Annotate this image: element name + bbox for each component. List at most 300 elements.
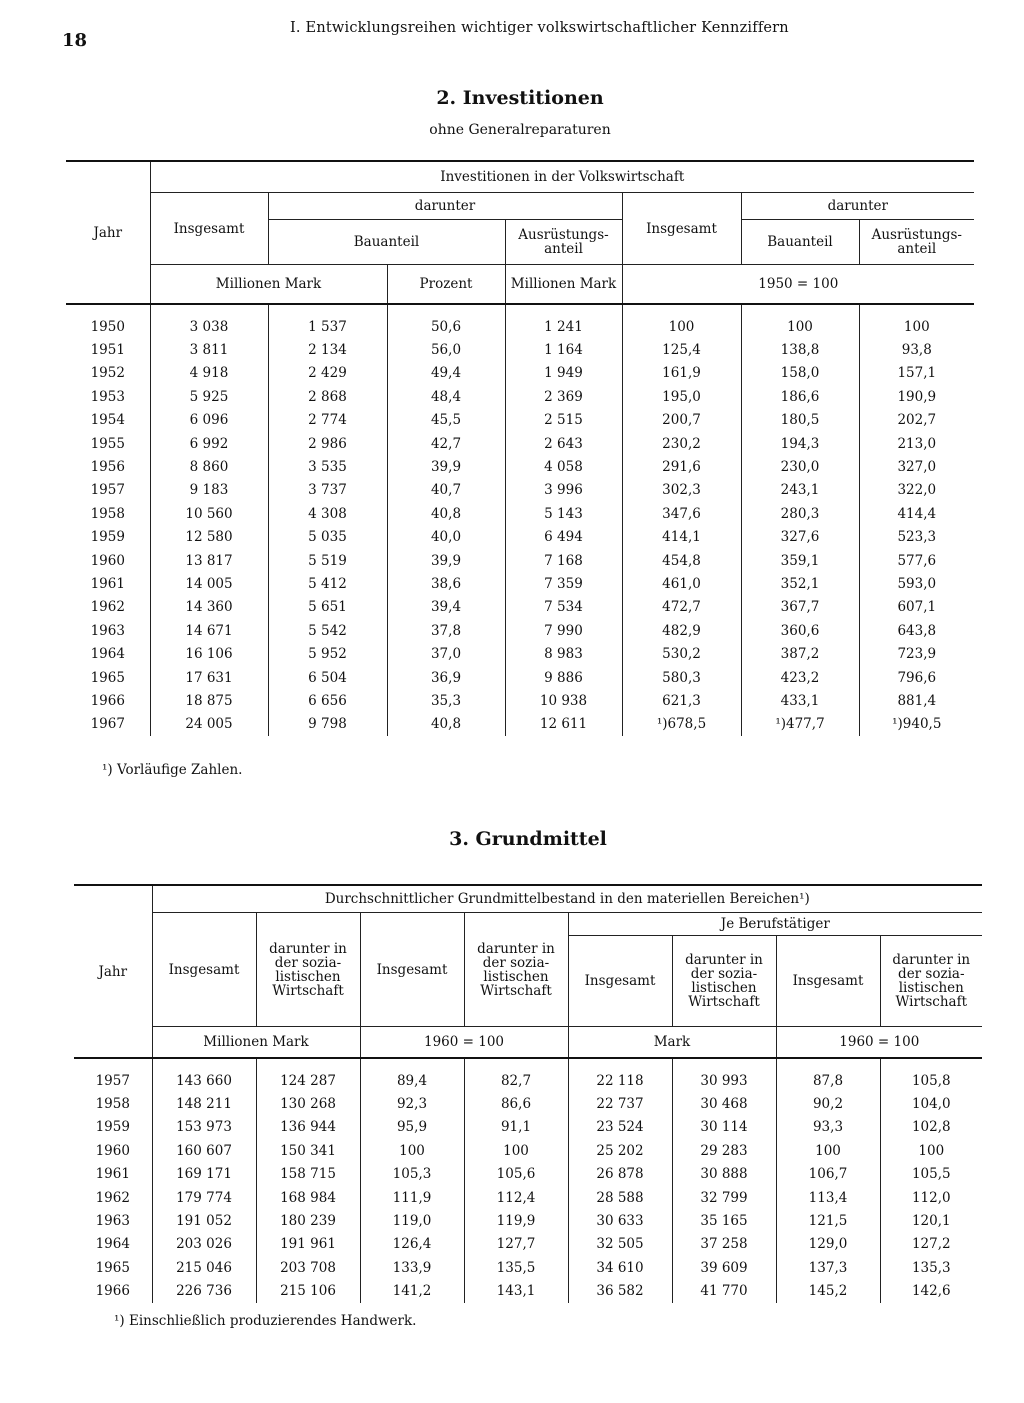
value-cell: 111,9 <box>360 1186 464 1209</box>
year-cell: 1951 <box>66 338 150 361</box>
value-cell: 202,7 <box>897 412 937 429</box>
value-cell: ¹)940,5 <box>892 716 942 733</box>
col-beruf-index-insgesamt: Insgesamt <box>776 936 880 1027</box>
year-cell: 1967 <box>66 713 150 736</box>
year-cell: 1961 <box>66 572 150 595</box>
table-row <box>66 619 974 642</box>
value-cell: 3 737 <box>268 479 387 502</box>
value-cell: 414,1 <box>622 526 741 549</box>
value-cell: 130 268 <box>256 1092 360 1115</box>
value-cell: 100 <box>903 318 930 335</box>
value-cell: 14 005 <box>150 572 268 595</box>
table-row <box>74 1139 982 1162</box>
table-row <box>66 713 974 736</box>
value-cell: 347,6 <box>622 502 741 525</box>
value-cell: 230,2 <box>622 432 741 455</box>
value-cell: 243,1 <box>741 479 859 502</box>
value-cell: 100 <box>360 1139 464 1162</box>
year-cell: 1955 <box>66 432 150 455</box>
value-cell: 95,9 <box>360 1116 464 1139</box>
col-jahr: Jahr <box>74 885 152 1058</box>
value-cell: 105,8 <box>911 1072 951 1089</box>
value-cell: 723,9 <box>897 646 937 663</box>
investment-table <box>66 160 974 736</box>
value-cell: 26 878 <box>568 1163 672 1186</box>
value-cell: 137,3 <box>776 1256 880 1279</box>
value-cell: 120,1 <box>911 1213 951 1230</box>
value-cell: 39,4 <box>387 596 505 619</box>
value-cell: 40,8 <box>387 713 505 736</box>
value-cell: 327,6 <box>741 526 859 549</box>
value-cell: 5 925 <box>150 385 268 408</box>
value-cell: 3 996 <box>505 479 622 502</box>
year-cell: 1958 <box>74 1092 152 1115</box>
value-cell: 302,3 <box>622 479 741 502</box>
unit-index: 1950 = 100 <box>622 265 974 305</box>
value-cell: 143,1 <box>464 1280 568 1303</box>
year-cell: 1962 <box>74 1186 152 1209</box>
value-cell: 423,2 <box>741 666 859 689</box>
value-cell: 141,2 <box>360 1280 464 1303</box>
value-cell: 195,0 <box>622 385 741 408</box>
col-ausruestung: Ausrüstungs-anteil <box>505 220 622 265</box>
value-cell: 577,6 <box>897 552 937 569</box>
value-cell: 1 949 <box>505 362 622 385</box>
value-cell: 125,4 <box>622 338 741 361</box>
value-cell: 5 143 <box>505 502 622 525</box>
value-cell: 14 360 <box>150 596 268 619</box>
value-cell: 1 241 <box>505 304 622 338</box>
year-cell: 1966 <box>74 1280 152 1303</box>
value-cell: 7 534 <box>505 596 622 619</box>
value-cell: 9 183 <box>150 479 268 502</box>
value-cell: 6 656 <box>268 689 387 712</box>
value-cell: 87,8 <box>776 1058 880 1092</box>
value-cell: 327,0 <box>897 459 937 476</box>
value-cell: 37 258 <box>672 1233 776 1256</box>
table-row <box>66 362 974 385</box>
value-cell: 10 938 <box>505 689 622 712</box>
value-cell: 105,5 <box>911 1166 951 1183</box>
unit-mio2: Millionen Mark <box>505 265 622 305</box>
value-cell: 106,7 <box>776 1163 880 1186</box>
year-cell: 1966 <box>66 689 150 712</box>
value-cell: 112,4 <box>464 1186 568 1209</box>
table-row <box>74 1256 982 1279</box>
unit-mark: Mark <box>568 1027 776 1059</box>
table-row <box>66 502 974 525</box>
value-cell: 607,1 <box>897 599 937 616</box>
value-cell: 180 239 <box>256 1209 360 1232</box>
value-cell: 160 607 <box>152 1139 256 1162</box>
year-cell: 1958 <box>66 502 150 525</box>
value-cell: 36,9 <box>387 666 505 689</box>
value-cell: 213,0 <box>897 435 937 452</box>
year-cell: 1963 <box>66 619 150 642</box>
value-cell: 37,8 <box>387 619 505 642</box>
year-cell: 1952 <box>66 362 150 385</box>
value-cell: 126,4 <box>360 1233 464 1256</box>
year-cell: 1964 <box>66 642 150 665</box>
year-cell: 1956 <box>66 455 150 478</box>
value-cell: 230,0 <box>741 455 859 478</box>
value-cell: 30 993 <box>672 1058 776 1092</box>
value-cell: 100 <box>622 304 741 338</box>
value-cell: 200,7 <box>622 409 741 432</box>
year-cell: 1950 <box>66 304 150 338</box>
year-cell: 1957 <box>74 1058 152 1092</box>
col-bauanteil: Bauanteil <box>268 220 505 265</box>
table-row <box>74 1186 982 1209</box>
value-cell: 186,6 <box>741 385 859 408</box>
col-beruf-darunter: darunter in der sozia-listischen Wirtschaft <box>672 936 776 1027</box>
value-cell: 2 774 <box>268 409 387 432</box>
value-cell: 158 715 <box>256 1163 360 1186</box>
value-cell: 150 341 <box>256 1139 360 1162</box>
value-cell: 93,3 <box>776 1116 880 1139</box>
value-cell: 580,3 <box>622 666 741 689</box>
value-cell: 360,6 <box>741 619 859 642</box>
table-row <box>66 689 974 712</box>
value-cell: 93,8 <box>901 342 932 359</box>
unit-index2: 1960 = 100 <box>776 1027 982 1059</box>
year-cell: 1959 <box>66 526 150 549</box>
value-cell: 1 537 <box>268 304 387 338</box>
value-cell: 121,5 <box>776 1209 880 1232</box>
unit-prozent: Prozent <box>387 265 505 305</box>
value-cell: 414,4 <box>897 505 937 522</box>
value-cell: 12 580 <box>150 526 268 549</box>
table-row <box>74 1116 982 1139</box>
value-cell: 322,0 <box>897 482 937 499</box>
value-cell: 102,8 <box>911 1119 951 1136</box>
value-cell: 39,9 <box>387 549 505 572</box>
grundmittel-table <box>74 884 982 1303</box>
value-cell: 127,7 <box>464 1233 568 1256</box>
col-index-darunter: darunter <box>741 193 974 220</box>
value-cell: 29 283 <box>672 1139 776 1162</box>
value-cell: 179 774 <box>152 1186 256 1209</box>
value-cell: 643,8 <box>897 622 937 639</box>
table-row <box>66 385 974 408</box>
col-insgesamt: Insgesamt <box>152 913 256 1027</box>
value-cell: 4 058 <box>505 455 622 478</box>
value-cell: 433,1 <box>741 689 859 712</box>
value-cell: 136 944 <box>256 1116 360 1139</box>
value-cell: 6 992 <box>150 432 268 455</box>
value-cell: 161,9 <box>622 362 741 385</box>
year-cell: 1960 <box>74 1139 152 1162</box>
col-darunter-soz: darunter in der sozia-listischen Wirtschaft <box>256 913 360 1027</box>
value-cell: 2 369 <box>505 385 622 408</box>
table-row <box>66 338 974 361</box>
value-cell: 91,1 <box>464 1116 568 1139</box>
value-cell: 40,8 <box>387 502 505 525</box>
value-cell: 6 504 <box>268 666 387 689</box>
year-cell: 1965 <box>66 666 150 689</box>
table-row <box>74 1280 982 1303</box>
value-cell: 10 560 <box>150 502 268 525</box>
group-header: Durchschnittlicher Grundmittelbestand in den materiellen Bereichen¹) <box>152 885 982 913</box>
value-cell: 387,2 <box>741 642 859 665</box>
value-cell: 100 <box>464 1139 568 1162</box>
table-row <box>66 409 974 432</box>
value-cell: 104,0 <box>911 1096 951 1113</box>
value-cell: 124 287 <box>256 1058 360 1092</box>
value-cell: 4 918 <box>150 362 268 385</box>
value-cell: 119,9 <box>464 1209 568 1232</box>
value-cell: 203 708 <box>256 1256 360 1279</box>
value-cell: 89,4 <box>360 1058 464 1092</box>
value-cell: 38,6 <box>387 572 505 595</box>
year-cell: 1961 <box>74 1163 152 1186</box>
value-cell: 39 609 <box>672 1256 776 1279</box>
table-row <box>66 526 974 549</box>
year-cell: 1965 <box>74 1256 152 1279</box>
value-cell: 157,1 <box>897 365 937 382</box>
value-cell: 621,3 <box>622 689 741 712</box>
value-cell: 135,3 <box>911 1259 951 1276</box>
year-cell: 1953 <box>66 385 150 408</box>
col-index-ausruestung: Ausrüstungs-anteil <box>859 220 974 265</box>
value-cell: 82,7 <box>464 1058 568 1092</box>
group-header: Investitionen in der Volkswirtschaft <box>150 161 974 193</box>
value-cell: 352,1 <box>741 572 859 595</box>
value-cell: 45,5 <box>387 409 505 432</box>
value-cell: 14 671 <box>150 619 268 642</box>
value-cell: 2 643 <box>505 432 622 455</box>
value-cell: 2 134 <box>268 338 387 361</box>
value-cell: 3 811 <box>150 338 268 361</box>
value-cell: 2 429 <box>268 362 387 385</box>
value-cell: 32 505 <box>568 1233 672 1256</box>
value-cell: 133,9 <box>360 1256 464 1279</box>
value-cell: 30 633 <box>568 1209 672 1232</box>
section3-footnote: ¹) Einschließlich produzierendes Handwerk. <box>114 1313 417 1329</box>
value-cell: 530,2 <box>622 642 741 665</box>
value-cell: 119,0 <box>360 1209 464 1232</box>
value-cell: 9 798 <box>268 713 387 736</box>
value-cell: 3 535 <box>268 455 387 478</box>
value-cell: ¹)477,7 <box>741 713 859 736</box>
value-cell: 127,2 <box>911 1236 951 1253</box>
year-cell: 1962 <box>66 596 150 619</box>
section3-title: 3. Grundmittel <box>449 828 607 850</box>
value-cell: 226 736 <box>152 1280 256 1303</box>
value-cell: 35 165 <box>672 1209 776 1232</box>
col-jahr: Jahr <box>66 161 150 304</box>
value-cell: 523,3 <box>897 529 937 546</box>
value-cell: 203 026 <box>152 1233 256 1256</box>
value-cell: 1 164 <box>505 338 622 361</box>
value-cell: 40,7 <box>387 479 505 502</box>
year-cell: 1957 <box>66 479 150 502</box>
value-cell: 23 524 <box>568 1116 672 1139</box>
value-cell: 37,0 <box>387 642 505 665</box>
value-cell: 48,4 <box>387 385 505 408</box>
value-cell: 36 582 <box>568 1280 672 1303</box>
value-cell: 113,4 <box>776 1186 880 1209</box>
section2-footnote: ¹) Vorläufige Zahlen. <box>102 762 243 778</box>
unit-index: 1960 = 100 <box>360 1027 568 1059</box>
value-cell: 129,0 <box>776 1233 880 1256</box>
year-cell: 1959 <box>74 1116 152 1139</box>
value-cell: 34 610 <box>568 1256 672 1279</box>
value-cell: 5 519 <box>268 549 387 572</box>
table-row <box>74 1163 982 1186</box>
value-cell: 100 <box>918 1142 945 1159</box>
table-row <box>66 572 974 595</box>
value-cell: 100 <box>741 304 859 338</box>
value-cell: 13 817 <box>150 549 268 572</box>
value-cell: 35,3 <box>387 689 505 712</box>
value-cell: 454,8 <box>622 549 741 572</box>
value-cell: 881,4 <box>897 692 937 709</box>
col-index-insgesamt: Insgesamt <box>622 193 741 265</box>
value-cell: 25 202 <box>568 1139 672 1162</box>
table-row <box>74 1209 982 1232</box>
value-cell: 24 005 <box>150 713 268 736</box>
table-row <box>74 1058 982 1092</box>
value-cell: 39,9 <box>387 455 505 478</box>
value-cell: 191 961 <box>256 1233 360 1256</box>
value-cell: 168 984 <box>256 1186 360 1209</box>
year-cell: 1964 <box>74 1233 152 1256</box>
value-cell: 482,9 <box>622 619 741 642</box>
value-cell: 8 983 <box>505 642 622 665</box>
value-cell: ¹)678,5 <box>622 713 741 736</box>
col-index-bauanteil: Bauanteil <box>741 220 859 265</box>
col-beruf-insgesamt: Insgesamt <box>568 936 672 1027</box>
value-cell: 169 171 <box>152 1163 256 1186</box>
value-cell: 30 888 <box>672 1163 776 1186</box>
year-cell: 1963 <box>74 1209 152 1232</box>
value-cell: 41 770 <box>672 1280 776 1303</box>
col-beruf-index-darunter: darunter in der sozia-listischen Wirtschaft <box>880 936 982 1027</box>
value-cell: 6 096 <box>150 409 268 432</box>
value-cell: 190,9 <box>897 388 937 405</box>
table-row <box>74 1233 982 1256</box>
running-title: I. Entwicklungsreihen wichtiger volkswirtschaftlicher Kennziffern <box>290 20 789 36</box>
value-cell: 5 952 <box>268 642 387 665</box>
value-cell: 145,2 <box>776 1280 880 1303</box>
value-cell: 7 359 <box>505 572 622 595</box>
value-cell: 16 106 <box>150 642 268 665</box>
value-cell: 194,3 <box>741 432 859 455</box>
value-cell: 796,6 <box>897 669 937 686</box>
value-cell: 30 468 <box>672 1092 776 1115</box>
value-cell: 291,6 <box>622 455 741 478</box>
year-cell: 1960 <box>66 549 150 572</box>
table-row <box>66 596 974 619</box>
table-row <box>66 479 974 502</box>
value-cell: 28 588 <box>568 1186 672 1209</box>
value-cell: 180,5 <box>741 409 859 432</box>
value-cell: 30 114 <box>672 1116 776 1139</box>
value-cell: 40,0 <box>387 526 505 549</box>
value-cell: 3 038 <box>150 304 268 338</box>
value-cell: 105,6 <box>464 1163 568 1186</box>
value-cell: 215 106 <box>256 1280 360 1303</box>
value-cell: 8 860 <box>150 455 268 478</box>
value-cell: 5 651 <box>268 596 387 619</box>
col-index-darunter: darunter in der sozia-listischen Wirtschaft <box>464 913 568 1027</box>
value-cell: 92,3 <box>360 1092 464 1115</box>
value-cell: 18 875 <box>150 689 268 712</box>
value-cell: 112,0 <box>911 1189 951 1206</box>
value-cell: 158,0 <box>741 362 859 385</box>
value-cell: 100 <box>776 1139 880 1162</box>
table-row <box>74 1092 982 1115</box>
table-row <box>66 455 974 478</box>
col-je-berufstaetiger: Je Berufstätiger <box>568 913 982 936</box>
value-cell: 17 631 <box>150 666 268 689</box>
value-cell: 7 990 <box>505 619 622 642</box>
value-cell: 5 412 <box>268 572 387 595</box>
value-cell: 32 799 <box>672 1186 776 1209</box>
value-cell: 6 494 <box>505 526 622 549</box>
value-cell: 7 168 <box>505 549 622 572</box>
value-cell: 2 868 <box>268 385 387 408</box>
value-cell: 86,6 <box>464 1092 568 1115</box>
value-cell: 42,7 <box>387 432 505 455</box>
unit-mio: Millionen Mark <box>150 265 387 305</box>
value-cell: 153 973 <box>152 1116 256 1139</box>
value-cell: 142,6 <box>911 1283 951 1300</box>
value-cell: 5 542 <box>268 619 387 642</box>
col-index-insgesamt: Insgesamt <box>360 913 464 1027</box>
value-cell: 280,3 <box>741 502 859 525</box>
col-insgesamt: Insgesamt <box>150 193 268 265</box>
value-cell: 105,3 <box>360 1163 464 1186</box>
value-cell: 143 660 <box>152 1058 256 1092</box>
value-cell: 461,0 <box>622 572 741 595</box>
value-cell: 359,1 <box>741 549 859 572</box>
value-cell: 5 035 <box>268 526 387 549</box>
value-cell: 9 886 <box>505 666 622 689</box>
col-darunter: darunter <box>268 193 622 220</box>
value-cell: 472,7 <box>622 596 741 619</box>
table-row <box>66 432 974 455</box>
value-cell: 22 118 <box>568 1058 672 1092</box>
unit-mio: Millionen Mark <box>152 1027 360 1059</box>
table-row <box>66 642 974 665</box>
value-cell: 90,2 <box>776 1092 880 1115</box>
section2-subtitle: ohne Generalreparaturen <box>429 122 611 138</box>
value-cell: 4 308 <box>268 502 387 525</box>
value-cell: 2 986 <box>268 432 387 455</box>
value-cell: 135,5 <box>464 1256 568 1279</box>
table-row <box>66 666 974 689</box>
value-cell: 50,6 <box>387 304 505 338</box>
value-cell: 593,0 <box>897 575 937 592</box>
value-cell: 367,7 <box>741 596 859 619</box>
value-cell: 56,0 <box>387 338 505 361</box>
value-cell: 2 515 <box>505 409 622 432</box>
value-cell: 191 052 <box>152 1209 256 1232</box>
year-cell: 1954 <box>66 409 150 432</box>
value-cell: 22 737 <box>568 1092 672 1115</box>
table-row <box>66 304 974 338</box>
value-cell: 215 046 <box>152 1256 256 1279</box>
value-cell: 12 611 <box>505 713 622 736</box>
value-cell: 138,8 <box>741 338 859 361</box>
section2-title: 2. Investitionen <box>436 87 604 109</box>
value-cell: 49,4 <box>387 362 505 385</box>
page-number: 18 <box>62 30 88 51</box>
value-cell: 148 211 <box>152 1092 256 1115</box>
table-row <box>66 549 974 572</box>
